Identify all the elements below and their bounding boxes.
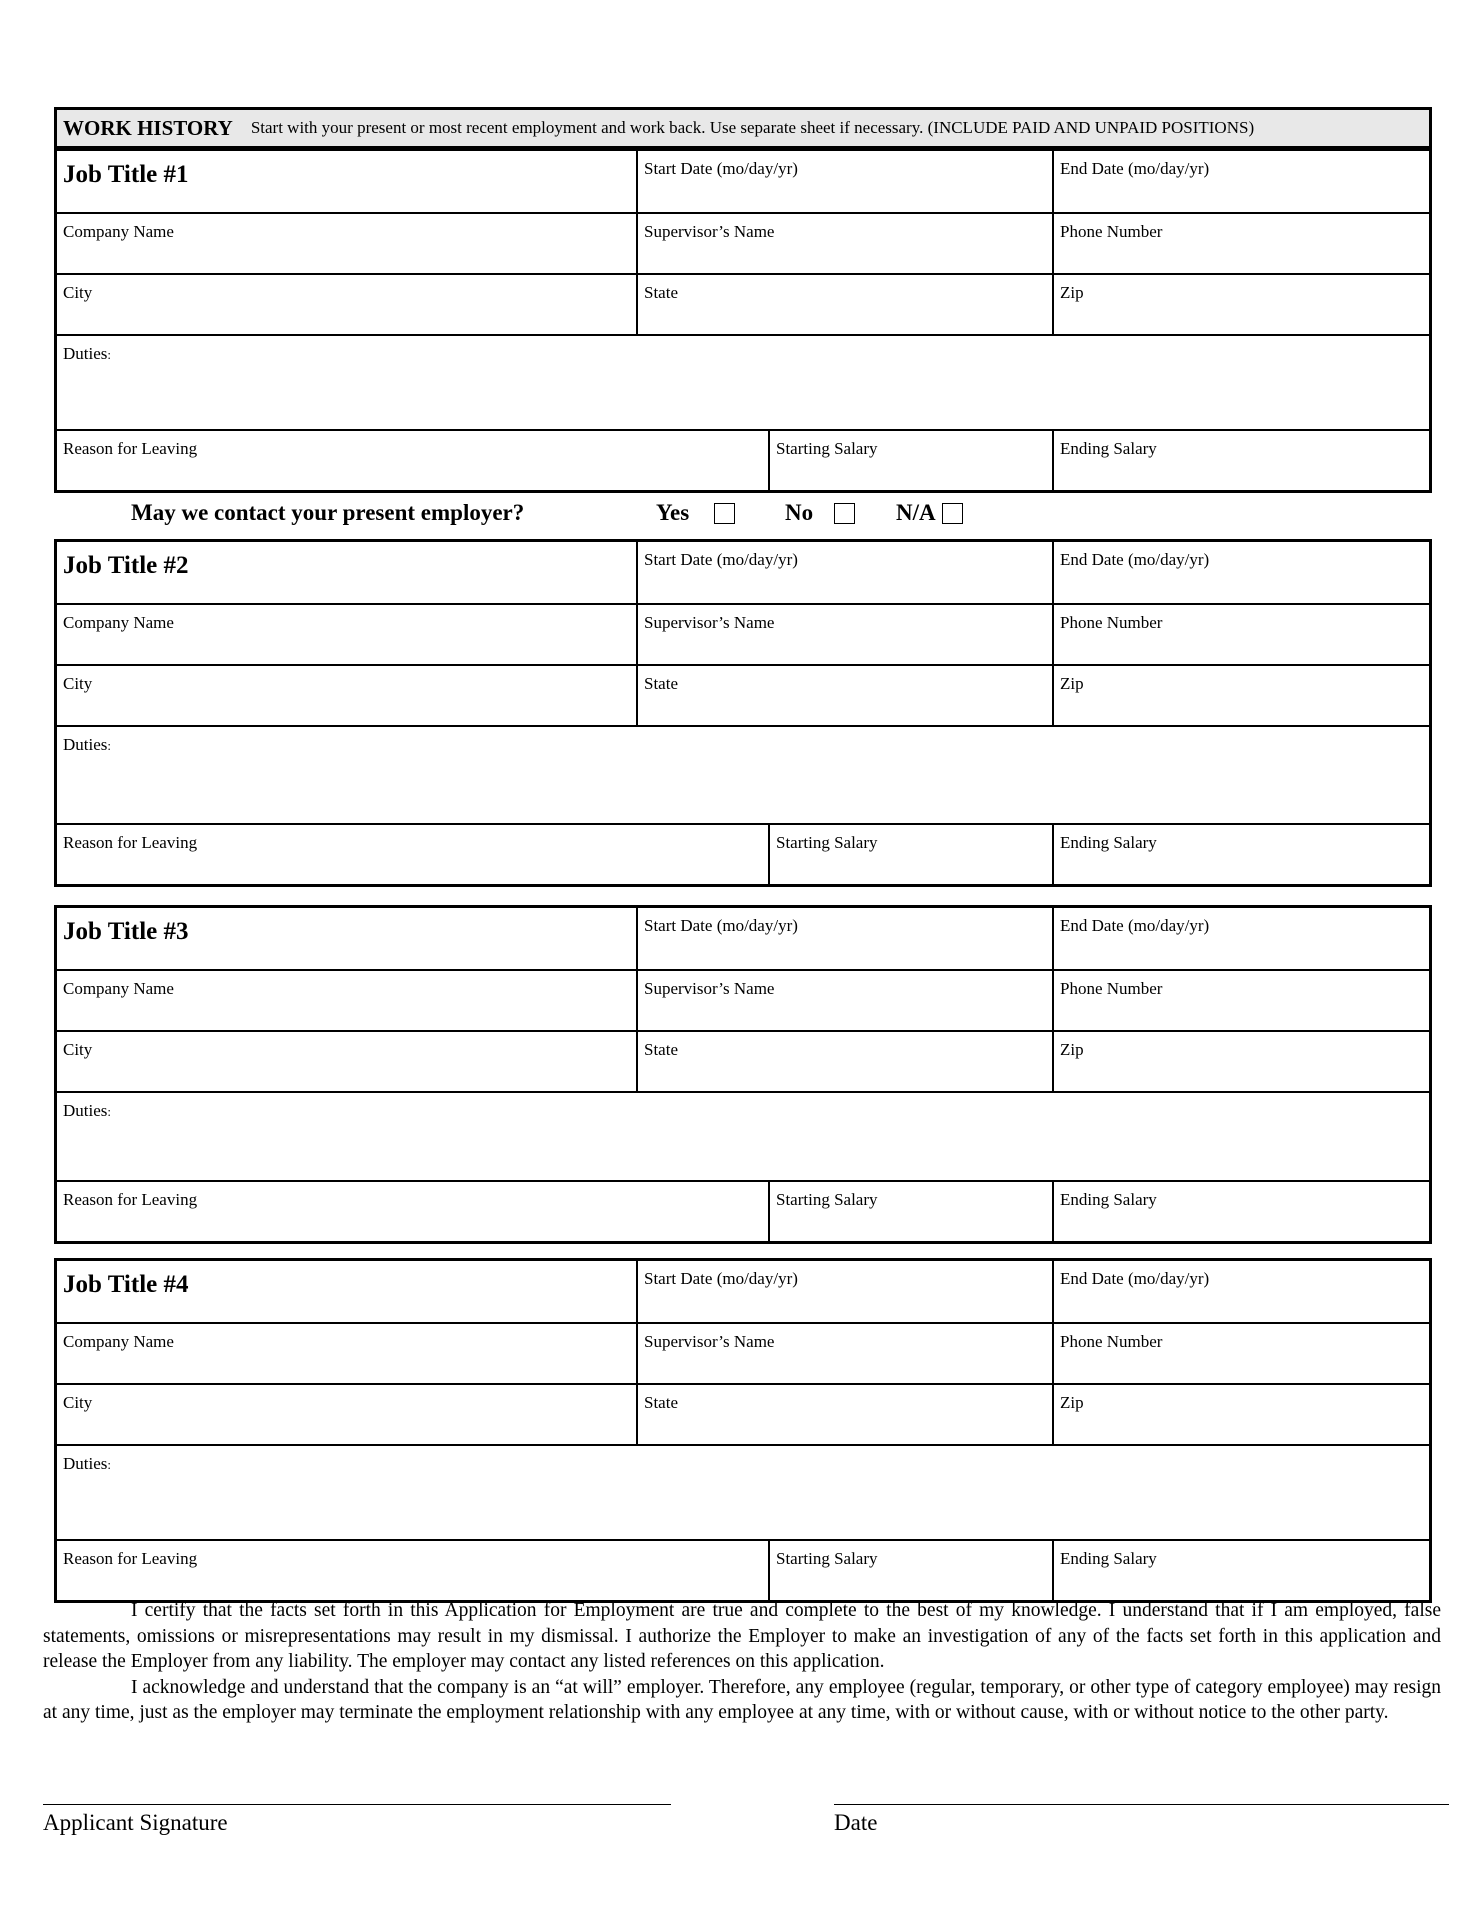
start-date-label: Start Date (mo/day/yr) [644, 916, 798, 935]
starting-salary-field[interactable] [768, 1182, 1052, 1241]
duties-field[interactable] [57, 1446, 1429, 1539]
reason-for-leaving-label: Reason for Leaving [63, 439, 198, 458]
section-title: WORK HISTORY [63, 115, 233, 140]
job-title-field[interactable] [57, 542, 636, 603]
phone-number-field[interactable] [1052, 971, 1429, 1030]
reason-for-leaving-field[interactable] [57, 825, 768, 884]
supervisor-name-field[interactable] [636, 605, 1052, 664]
zip-label: Zip [1060, 283, 1084, 302]
duties-colon: : [107, 1457, 112, 1472]
ending-salary-field[interactable] [1052, 825, 1429, 884]
phone-number-field[interactable] [1052, 1324, 1429, 1383]
job-title-field[interactable] [57, 908, 636, 969]
yes-label: Yes [656, 500, 690, 525]
applicant-signature-label: Applicant Signature [43, 1810, 228, 1835]
reason-for-leaving-label: Reason for Leaving [63, 833, 198, 852]
starting-salary-label: Starting Salary [776, 1190, 878, 1209]
zip-label: Zip [1060, 1040, 1084, 1059]
certification-paragraph: I certify that the facts set forth in this Application for Employment are true and complete to the best of my knowledge. I understand that if I am employed, false statements, omissions or misrepresentations may result in my dismissal. I authorize the Employer to make an investigation of any of the facts set forth in this application and release the Employer from any liability. The employer may contact any listed references on this application. [43, 1600, 1441, 1673]
zip-label: Zip [1060, 1393, 1084, 1412]
phone-number-label: Phone Number [1060, 1332, 1163, 1351]
start-date-label: Start Date (mo/day/yr) [644, 1269, 798, 1288]
job-title-field[interactable] [57, 1261, 636, 1322]
end-date-field[interactable] [1052, 908, 1429, 969]
company-name-label: Company Name [63, 979, 174, 998]
job-title-label: Job Title #2 [63, 552, 189, 579]
zip-field[interactable] [1052, 1032, 1429, 1091]
state-field[interactable] [636, 1032, 1052, 1091]
supervisor-name-field[interactable] [636, 1324, 1052, 1383]
job-block-2 [54, 539, 1432, 887]
duties-field[interactable] [57, 727, 1429, 823]
state-label: State [644, 283, 678, 302]
starting-salary-field[interactable] [768, 431, 1052, 490]
starting-salary-label: Starting Salary [776, 439, 878, 458]
end-date-field[interactable] [1052, 151, 1429, 212]
starting-salary-field[interactable] [768, 1541, 1052, 1600]
at-will-paragraph: I acknowledge and understand that the company is an “at will” employer. Therefore, any employee (regular, temporary, or other type of category employee) may resign at any time, just as the employer may terminate the employment relationship with any employee at any time, with or without cause, with or without notice to the other party. [43, 1676, 1441, 1724]
city-field[interactable] [57, 1385, 636, 1444]
starting-salary-field[interactable] [768, 825, 1052, 884]
ending-salary-label: Ending Salary [1060, 439, 1157, 458]
company-name-field[interactable] [57, 971, 636, 1030]
end-date-field[interactable] [1052, 542, 1429, 603]
section-instructions: Start with your present or most recent employment and work back. Use separate sheet if necessary. (INCLUDE PAID AND UNPAID POSITIONS) [250, 118, 1255, 137]
city-field[interactable] [57, 1032, 636, 1091]
ending-salary-field[interactable] [1052, 1541, 1429, 1600]
job-title-label: Job Title #1 [63, 161, 189, 188]
city-field[interactable] [57, 275, 636, 334]
company-name-label: Company Name [63, 1332, 174, 1351]
no-checkbox[interactable] [834, 503, 855, 524]
city-label: City [63, 674, 93, 693]
supervisor-name-label: Supervisor’s Name [644, 1332, 775, 1351]
duties-label: Duties [63, 735, 108, 754]
starting-salary-label: Starting Salary [776, 1549, 878, 1568]
state-label: State [644, 1393, 678, 1412]
zip-label: Zip [1060, 674, 1084, 693]
job-title-label: Job Title #3 [63, 918, 189, 945]
company-name-field[interactable] [57, 214, 636, 273]
duties-label: Duties [63, 1454, 108, 1473]
applicant-signature-line[interactable] [43, 1804, 671, 1805]
zip-field[interactable] [1052, 666, 1429, 725]
reason-for-leaving-field[interactable] [57, 431, 768, 490]
phone-number-label: Phone Number [1060, 222, 1163, 241]
phone-number-label: Phone Number [1060, 979, 1163, 998]
duties-label: Duties [63, 1101, 108, 1120]
work-history-header [54, 107, 1432, 149]
date-label: Date [834, 1810, 878, 1835]
end-date-label: End Date (mo/day/yr) [1060, 1269, 1210, 1288]
city-field[interactable] [57, 666, 636, 725]
state-field[interactable] [636, 1385, 1052, 1444]
company-name-field[interactable] [57, 605, 636, 664]
starting-salary-label: Starting Salary [776, 833, 878, 852]
job-block-3 [54, 905, 1432, 1244]
certification-statement [43, 1598, 1441, 1726]
start-date-field[interactable] [636, 908, 1052, 969]
supervisor-name-label: Supervisor’s Name [644, 979, 775, 998]
job-block-1 [54, 148, 1432, 493]
state-field[interactable] [636, 666, 1052, 725]
contact-question-label: May we contact your present employer? [131, 500, 525, 525]
duties-label: Duties [63, 344, 108, 363]
reason-for-leaving-field[interactable] [57, 1541, 768, 1600]
duties-colon: : [107, 347, 112, 362]
zip-field[interactable] [1052, 275, 1429, 334]
phone-number-field[interactable] [1052, 214, 1429, 273]
supervisor-name-field[interactable] [636, 971, 1052, 1030]
end-date-label: End Date (mo/day/yr) [1060, 550, 1210, 569]
supervisor-name-field[interactable] [636, 214, 1052, 273]
na-label: N/A [896, 500, 936, 525]
job-block-4 [54, 1258, 1432, 1603]
no-label: No [785, 500, 814, 525]
duties-colon: : [107, 1104, 112, 1119]
contact-employer-question [131, 500, 1031, 530]
city-label: City [63, 283, 93, 302]
start-date-field[interactable] [636, 1261, 1052, 1322]
company-name-label: Company Name [63, 613, 174, 632]
ending-salary-field[interactable] [1052, 431, 1429, 490]
duties-colon: : [107, 738, 112, 753]
date-line[interactable] [834, 1804, 1449, 1805]
state-field[interactable] [636, 275, 1052, 334]
ending-salary-label: Ending Salary [1060, 1190, 1157, 1209]
duties-field[interactable] [57, 336, 1429, 429]
city-label: City [63, 1040, 93, 1059]
start-date-field[interactable] [636, 542, 1052, 603]
job-title-label: Job Title #4 [63, 1271, 189, 1298]
end-date-field[interactable] [1052, 1261, 1429, 1322]
company-name-field[interactable] [57, 1324, 636, 1383]
supervisor-name-label: Supervisor’s Name [644, 613, 775, 632]
job-title-field[interactable] [57, 151, 636, 212]
ending-salary-label: Ending Salary [1060, 1549, 1157, 1568]
city-label: City [63, 1393, 93, 1412]
start-date-label: Start Date (mo/day/yr) [644, 550, 798, 569]
yes-checkbox[interactable] [714, 503, 735, 524]
reason-for-leaving-label: Reason for Leaving [63, 1190, 198, 1209]
phone-number-field[interactable] [1052, 605, 1429, 664]
reason-for-leaving-field[interactable] [57, 1182, 768, 1241]
na-checkbox[interactable] [942, 503, 963, 524]
end-date-label: End Date (mo/day/yr) [1060, 159, 1210, 178]
state-label: State [644, 1040, 678, 1059]
ending-salary-label: Ending Salary [1060, 833, 1157, 852]
zip-field[interactable] [1052, 1385, 1429, 1444]
company-name-label: Company Name [63, 222, 174, 241]
reason-for-leaving-label: Reason for Leaving [63, 1549, 198, 1568]
start-date-field[interactable] [636, 151, 1052, 212]
supervisor-name-label: Supervisor’s Name [644, 222, 775, 241]
end-date-label: End Date (mo/day/yr) [1060, 916, 1210, 935]
state-label: State [644, 674, 678, 693]
start-date-label: Start Date (mo/day/yr) [644, 159, 798, 178]
phone-number-label: Phone Number [1060, 613, 1163, 632]
duties-field[interactable] [57, 1093, 1429, 1180]
ending-salary-field[interactable] [1052, 1182, 1429, 1241]
